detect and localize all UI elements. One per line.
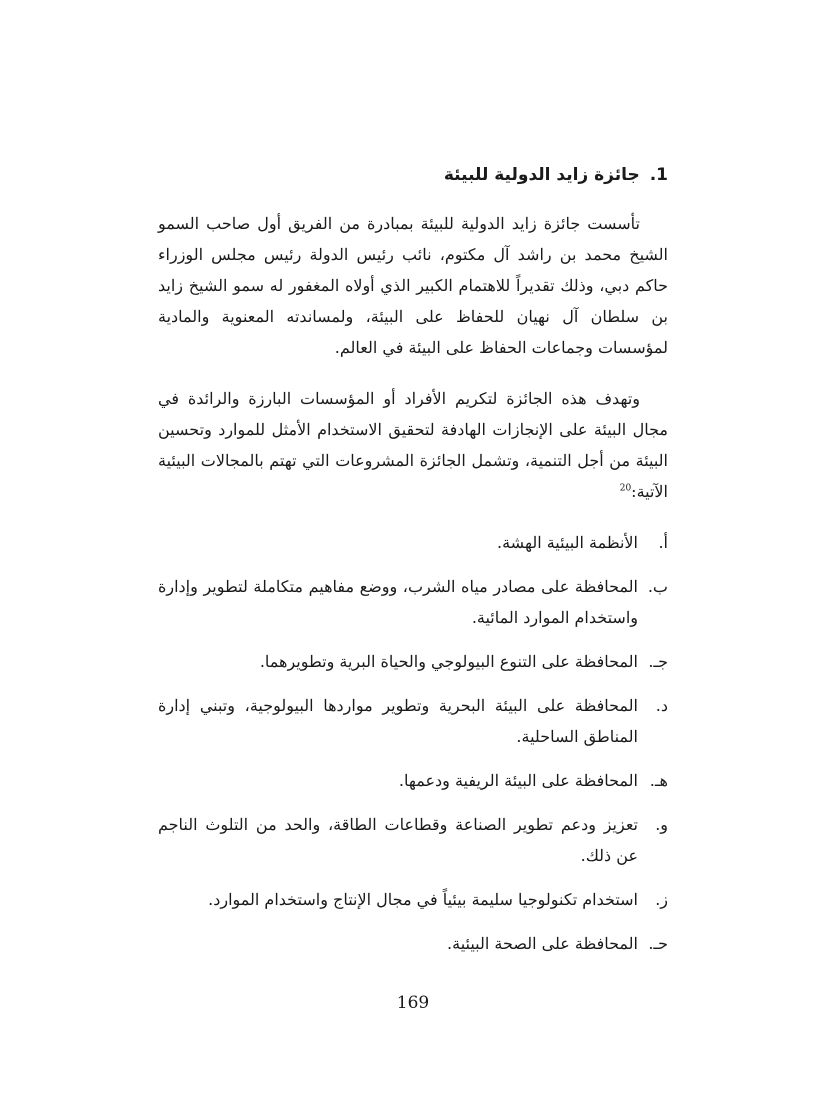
list-marker: أ. bbox=[658, 533, 668, 552]
list-item bbox=[158, 571, 668, 633]
section-number: 1. bbox=[649, 165, 668, 185]
list-text: الأنظمة البيئية الهشة. bbox=[497, 533, 638, 552]
paragraph-goals bbox=[158, 383, 668, 507]
list-item bbox=[158, 527, 668, 558]
list-marker: ب. bbox=[647, 577, 668, 596]
paragraph-intro bbox=[158, 208, 668, 363]
list-item bbox=[158, 928, 668, 959]
paragraph-text: وتهدف هذه الجائزة لتكريم الأفراد أو المؤسسات البارزة والرائدة في مجال البيئة على الإنجازات الهادفة لتحقيق الاستخدام الأمثل للموارد وتحسين البيئة من أجل التنمية، وتشمل الجائزة المشروعات التي تهتم بالمجالات البيئية الآتية: bbox=[158, 389, 669, 501]
list-item bbox=[158, 690, 668, 752]
list-item bbox=[158, 765, 668, 796]
section-title: جائزة زايد الدولية للبيئة bbox=[443, 165, 640, 185]
list-marker: و. bbox=[655, 815, 668, 834]
list-text: المحافظة على الصحة البيئية. bbox=[447, 934, 638, 953]
list-text: المحافظة على التنوع البيولوجي والحياة البرية وتطويرهما. bbox=[259, 652, 638, 671]
list-marker: ز. bbox=[655, 890, 668, 909]
list-text: استخدام تكنولوجيا سليمة بيئياً في مجال الإنتاج واستخدام الموارد. bbox=[208, 890, 638, 909]
list-marker: هـ. bbox=[649, 771, 668, 790]
list-text: المحافظة على مصادر مياه الشرب، ووضع مفاهيم متكاملة لتطوير وإدارة واستخدام الموارد المائية. bbox=[158, 577, 638, 627]
list-item bbox=[158, 884, 668, 915]
list-text: المحافظة على البيئة البحرية وتطوير مواردها البيولوجية، وتبني إدارة المناطق الساحلية. bbox=[158, 696, 638, 746]
section-heading bbox=[158, 160, 668, 190]
list-marker: جـ. bbox=[648, 652, 668, 671]
list-text: المحافظة على البيئة الريفية ودعمها. bbox=[398, 771, 638, 790]
page-body bbox=[158, 160, 668, 972]
fields-list bbox=[158, 527, 668, 959]
list-marker: حـ. bbox=[648, 934, 668, 953]
list-marker: د. bbox=[655, 696, 668, 715]
list-item bbox=[158, 809, 668, 871]
list-text: تعزيز ودعم تطوير الصناعة وقطاعات الطاقة، والحد من التلوث الناجم عن ذلك. bbox=[158, 815, 638, 865]
list-item bbox=[158, 646, 668, 677]
paragraph-text: تأسست جائزة زايد الدولية للبيئة بمبادرة من الفريق أول صاحب السمو الشيخ محمد بن راشد آل مكتوم، نائب رئيس الدولة رئيس مجلس الوزراء حاكم دبي، وذلك تقديراً للاهتمام الكبير الذي أولاه المغفور له سمو الشيخ زايد بن سلطان آل نهيان للحفاظ على البيئة، ولمساندته المعنوية والمادية لمؤسسات وجماعات الحفاظ على البيئة في العالم. bbox=[158, 214, 669, 357]
footnote-ref: 20 bbox=[619, 483, 632, 494]
page-number: 169 bbox=[396, 993, 430, 1013]
